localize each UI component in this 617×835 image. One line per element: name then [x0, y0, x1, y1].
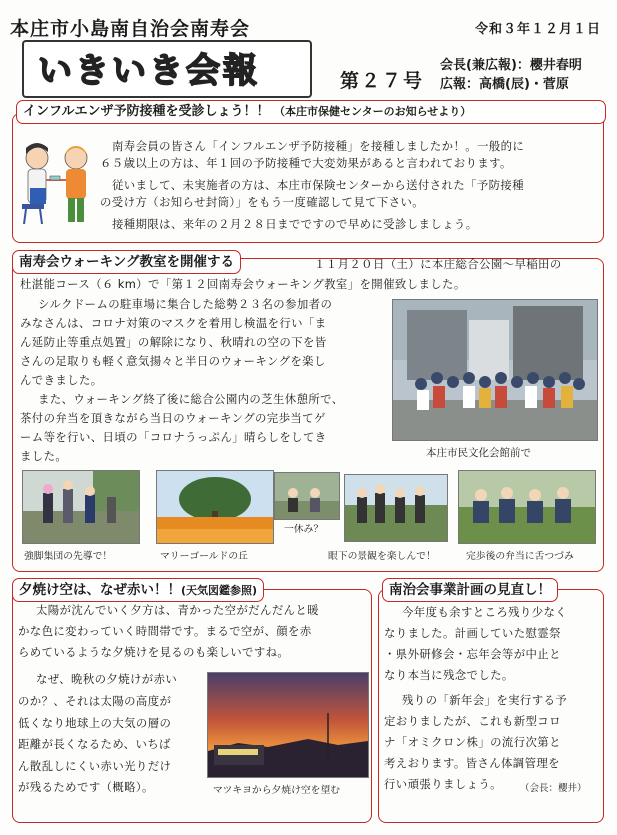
walking-line-7: んできました。: [20, 373, 103, 387]
sunset-line-9: が残るためです（概略）。: [18, 780, 154, 794]
walking-title: 南寿会ウォーキング教室を開催する: [12, 250, 241, 274]
group-photo: [392, 299, 598, 441]
lunch-photo-caption: 完歩後の弁当に舌つづみ: [466, 551, 574, 562]
plan-title: 南治会事業計画の見直し！: [382, 578, 558, 602]
sunset-line-2: かな色に変わっていく時間帯です。まるで空が、顔を赤: [18, 624, 312, 638]
rest-photo-caption: 一休み？: [284, 524, 324, 535]
marigold-photo-caption: マリーゴールドの丘: [160, 551, 248, 562]
sunset-section-header: [12, 578, 264, 602]
plan-signature: （会長：櫻井）: [520, 783, 587, 794]
plan-line-1: 今年度も余すところ残り少なく: [402, 605, 568, 619]
walking-line-11: ました。: [20, 449, 68, 463]
flu-line-2: ６５歳以上の方は、年１回の予防接種で大変効果があると言われております。: [100, 156, 512, 170]
walking-line-5: ん延防止等重点処置」の解除になり、秋晴れの空の下を皆: [20, 335, 327, 349]
sunset-photo: [207, 672, 369, 778]
walking-line-8: また、ウォーキング終了後に総合公園内の芝生休憩所で、: [38, 392, 344, 406]
walking-line-1: １１月２０日（土）に本庄総合公園～早稲田の: [314, 257, 562, 271]
sunset-line-4: なぜ、晩秋の夕焼けが赤い: [36, 672, 178, 686]
svg-text:いきいき会報: いきいき会報: [38, 51, 260, 91]
sunset-photo-caption: マツキヨから夕焼け空を望む: [213, 785, 341, 796]
walking-line-9: 茶付の弁当を頂きながら当日のウォーキングの完歩当てゲ: [20, 411, 326, 425]
group-photo-caption: 本庄市民文化会館前で: [426, 447, 531, 459]
sunset-line-6: 低くなり地球上の大気の層の: [18, 716, 172, 730]
sunset-title: 夕焼け空は、なぜ赤い！！: [19, 582, 181, 598]
sunset-line-5: のか？、それは太陽の高度が: [18, 694, 172, 708]
sunset-line-7: 距離が長くなるため、いちば: [18, 737, 171, 751]
flu-title: インフルエンザ予防接種を受診しょう！！: [23, 104, 270, 119]
nurse-illustration: [20, 138, 98, 230]
walking-line-4: みなさんは、コロナ対策のマスクを着用し検温を行い「ま: [20, 316, 327, 330]
view-photo-caption: 眼下の景観を楽しんで！: [328, 551, 436, 562]
flu-subtitle: （本庄市保健センターのお知らせより）: [274, 105, 472, 118]
walking-line-3: シルクドームの駐車場に集合した総勢２３名の参加者の: [38, 297, 333, 311]
plan-line-6: 定おりましたが、これも新型コロ: [384, 714, 561, 728]
walking-line-2: 杜湛能コース（６ km）で「第１２回南寿会ウォーキング教室」を開催致しました。: [20, 277, 466, 291]
plan-line-9: 行い頑張りましょう。: [384, 777, 502, 791]
plan-line-5: 残りの「新年会」を実行する予: [402, 693, 568, 707]
flu-line-3: 従いまして、未実施者の方は、本庄市保険センターから送付された「予防接種: [112, 178, 524, 192]
flu-line-4: の受け方（お知らせ封筒）」をもう一度確認して見て下さい。: [100, 195, 425, 209]
walking-photo-marigold: [156, 470, 274, 544]
flu-section-header: [16, 100, 606, 124]
issue-number: 第２７号: [340, 70, 425, 92]
walking-photo-rest: [274, 472, 340, 520]
sunset-subtitle: (天気図鑑参照): [181, 584, 258, 597]
walking-line-10: ーム等を行い、日頃の「コロナうっぷん」晴らしをしてき: [20, 430, 327, 444]
flu-line-5: 接種期限は、来年の２月２８日までですので早めに受診しましょう。: [112, 217, 478, 231]
plan-line-8: 考えおります。皆さん体調管理を: [384, 756, 560, 770]
logo-lettering: [24, 42, 310, 96]
plan-line-7: ナ「オミクロン株」の流行次第と: [384, 735, 561, 749]
walking-line-6: さんの足取りも軽く意気揚々と半日のウォーキングを楽し: [20, 354, 326, 368]
staff-editors: 広報：高橋(辰)・菅原: [440, 77, 569, 92]
walking-photo-leaders: [22, 470, 140, 544]
walking-photo-lunch: [458, 470, 596, 544]
issue-date: 令和３年１２月１日: [474, 22, 601, 37]
organization-name: 本庄市小島南自治会南寿会: [10, 18, 251, 40]
sunset-line-1: 太陽が沈んでいく夕方は、青かった空がだんだんと暖: [36, 603, 319, 617]
staff-chair: 会長(兼広報)：櫻井春明: [440, 58, 582, 73]
plan-line-4: なり本当に残念でした。: [384, 668, 514, 682]
leaders-photo-caption: 強脚集団の先導で！: [24, 551, 113, 562]
plan-line-3: ・県外研修会・忘年会等が中止と: [384, 647, 561, 661]
sunset-line-3: らめているような夕焼けを見るのも楽しいですね。: [18, 645, 290, 659]
walking-photo-view: [344, 474, 448, 542]
sunset-line-8: ん散乱しにくい赤い光りだけ: [18, 759, 172, 773]
plan-line-2: なりました。計画していた慰霊祭: [384, 626, 561, 640]
flu-line-1: 南寿会員の皆さん「インフルエンザ予防接種」を接種しましたか！。一般的に: [112, 139, 525, 153]
newsletter-logo: [22, 40, 312, 98]
